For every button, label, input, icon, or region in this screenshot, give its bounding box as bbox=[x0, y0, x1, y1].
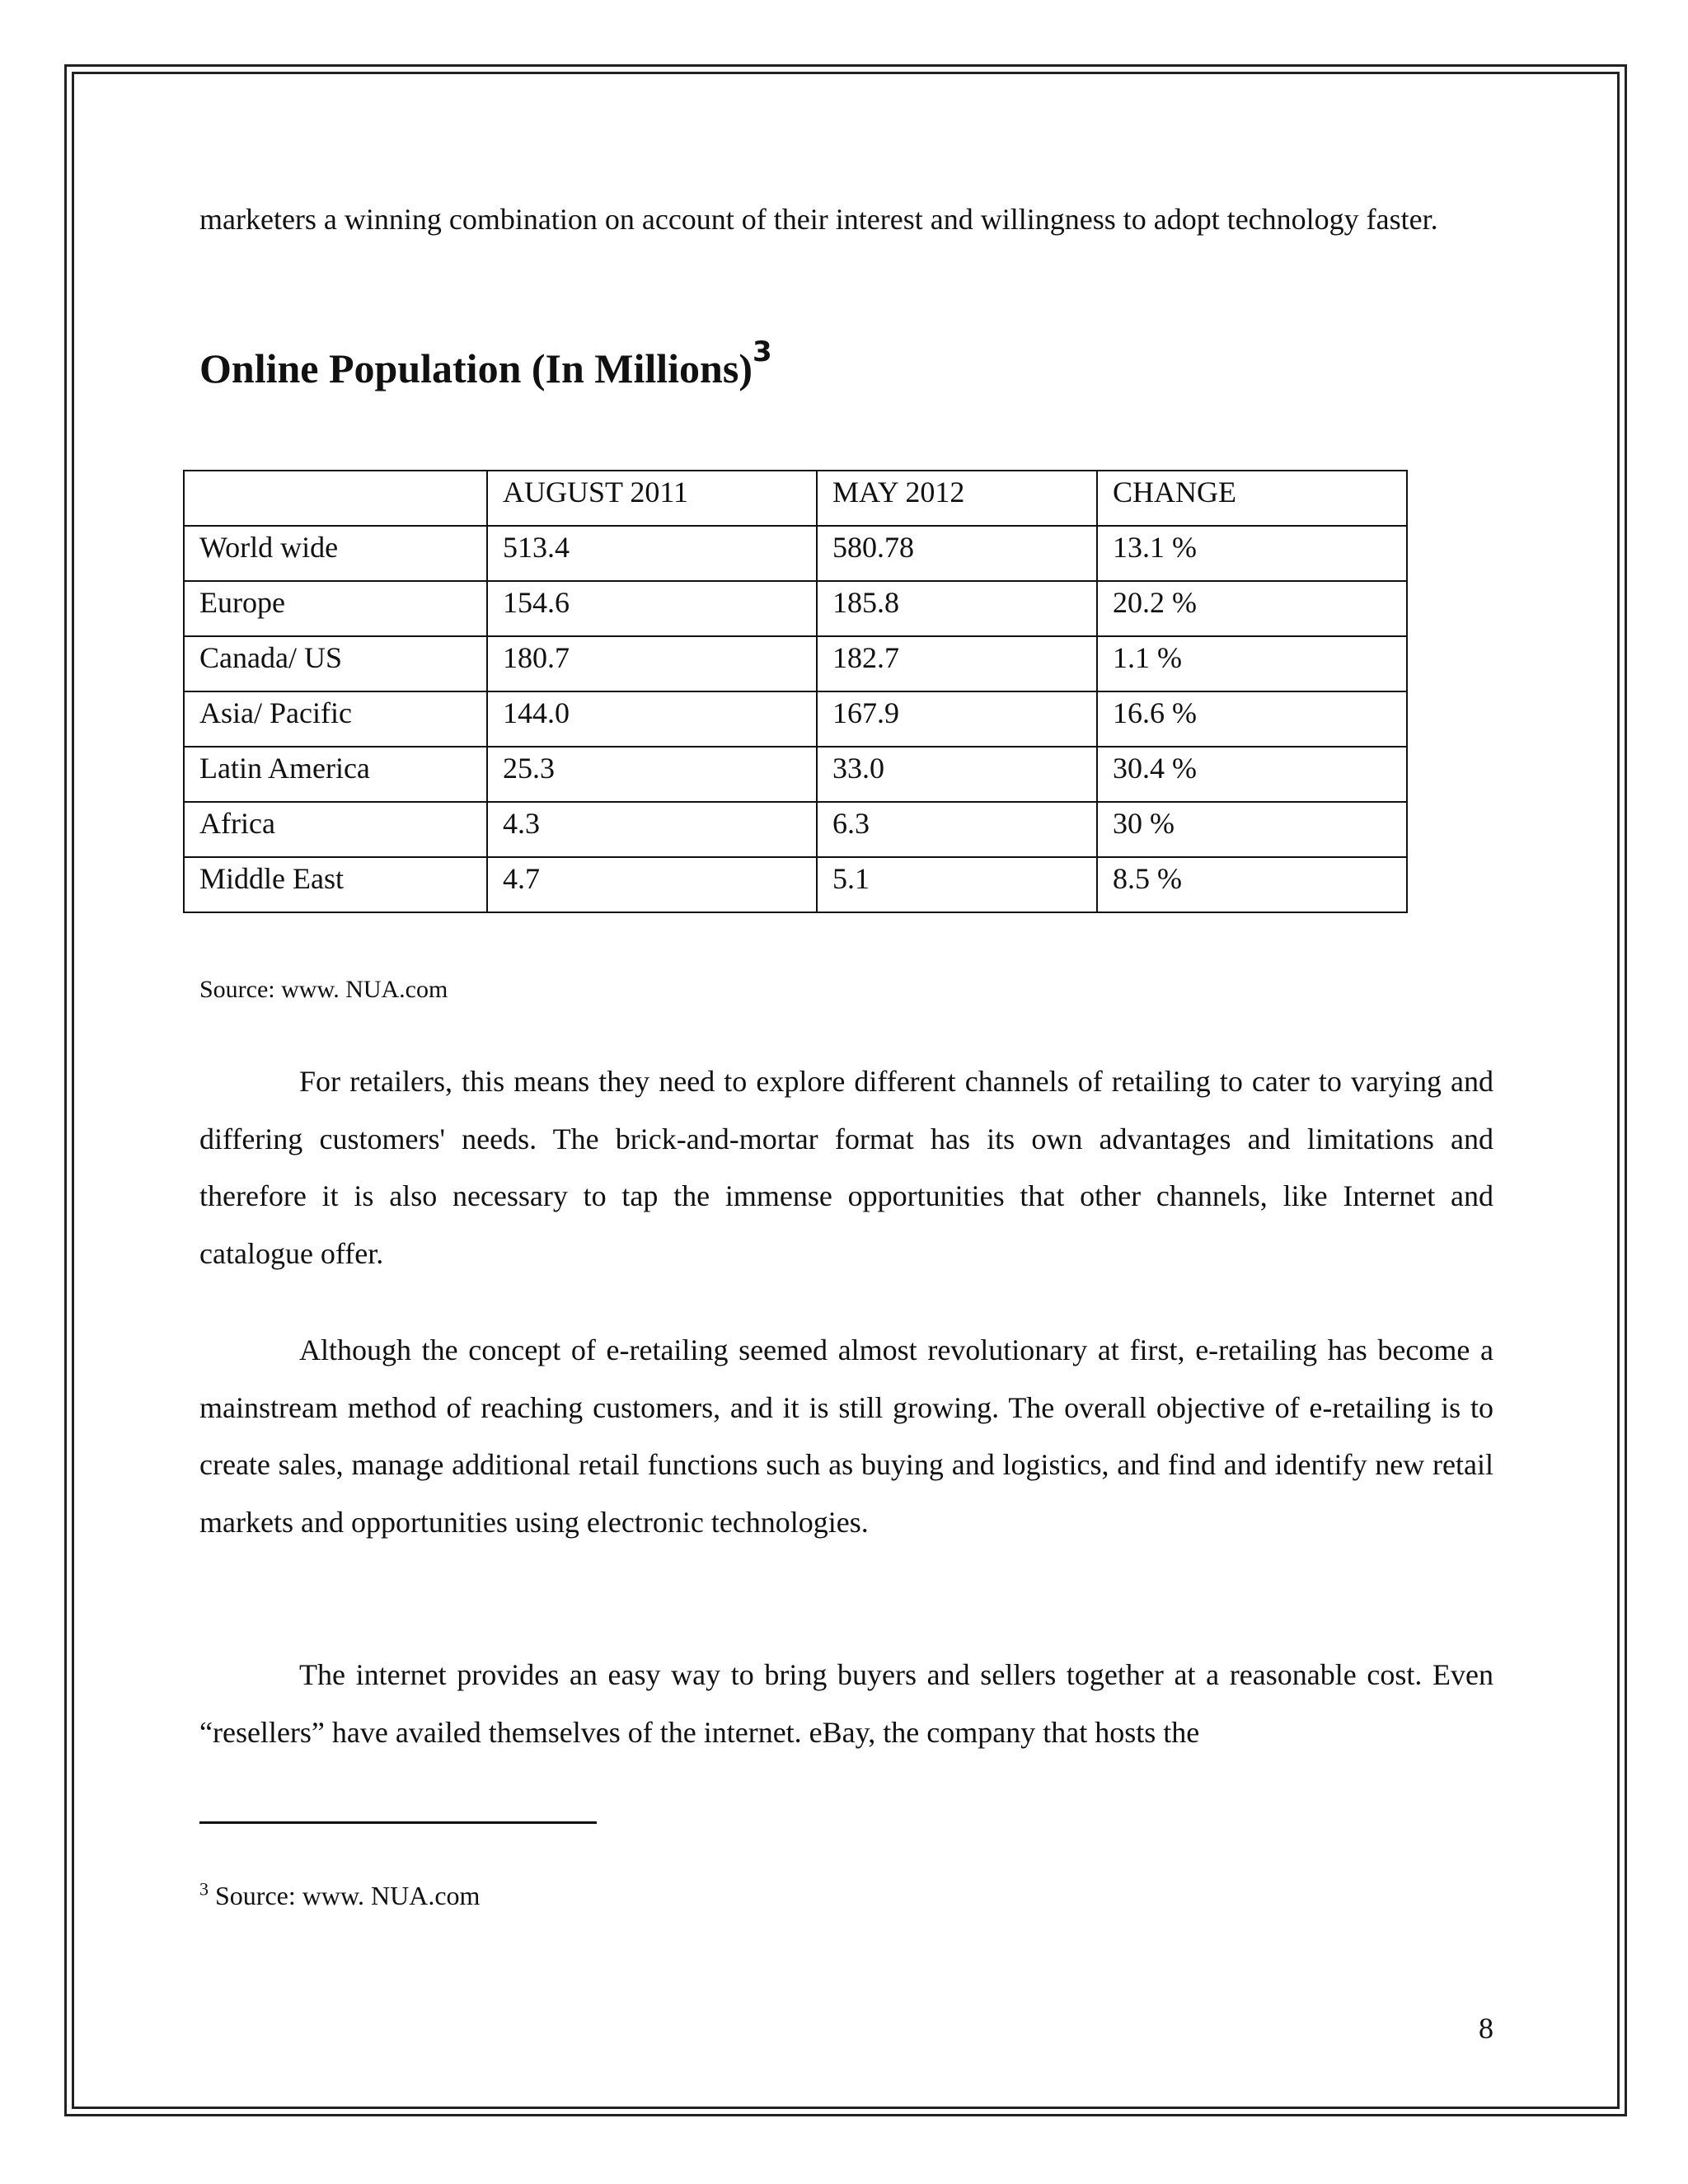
section-heading bbox=[199, 335, 772, 392]
table-cell: 20.2 % bbox=[1097, 581, 1407, 636]
paragraph-continuation: marketers a winning combination on account of their interest and willingness to adopt technology faster. bbox=[199, 203, 1438, 236]
table-row bbox=[184, 691, 1407, 747]
table-row bbox=[184, 857, 1407, 912]
footnote bbox=[199, 1878, 481, 1911]
table-row bbox=[184, 636, 1407, 691]
footnote-number: 3 bbox=[199, 1878, 209, 1900]
table-cell: Latin America bbox=[184, 747, 487, 802]
table-row bbox=[184, 802, 1407, 857]
table-cell: 25.3 bbox=[487, 747, 817, 802]
table-cell: 30 % bbox=[1097, 802, 1407, 857]
online-population-table bbox=[183, 470, 1408, 913]
table-cell: 6.3 bbox=[817, 802, 1097, 857]
table-row bbox=[184, 747, 1407, 802]
table-cell: 180.7 bbox=[487, 636, 817, 691]
paragraph-internet: The internet provides an easy way to bring buyers and sellers together at a reasonable cost. Even “resellers” have availed themselves of the internet. eBay, the company that hosts the bbox=[199, 1658, 1493, 1749]
paragraph-retail-channels: For retailers, this means they need to explore different channels of retailing to cater to varying and differing customers' needs. The brick-and-mortar format has its own advantages and limitations and therefore it is also necessary to tap the immense opportunities that other channels, like Internet and catalogue offer. bbox=[199, 1065, 1493, 1270]
table-cell: Middle East bbox=[184, 857, 487, 912]
table-row bbox=[184, 526, 1407, 581]
footnote-separator bbox=[199, 1821, 597, 1824]
table-header-cell bbox=[184, 471, 487, 526]
table-cell: 33.0 bbox=[817, 747, 1097, 802]
table-cell: 185.8 bbox=[817, 581, 1097, 636]
table-cell: 144.0 bbox=[487, 691, 817, 747]
table-cell: 4.3 bbox=[487, 802, 817, 857]
table-row bbox=[184, 581, 1407, 636]
table-cell: 4.7 bbox=[487, 857, 817, 912]
table-cell: 1.1 % bbox=[1097, 636, 1407, 691]
table-cell: Africa bbox=[184, 802, 487, 857]
table-cell: 16.6 % bbox=[1097, 691, 1407, 747]
table-cell: 167.9 bbox=[817, 691, 1097, 747]
table-cell: 13.1 % bbox=[1097, 526, 1407, 581]
heading-text: Online Population (In Millions) bbox=[199, 345, 753, 391]
table-cell: 182.7 bbox=[817, 636, 1097, 691]
table-header-cell: AUGUST 2011 bbox=[487, 471, 817, 526]
page-number: 8 bbox=[1479, 2012, 1493, 2045]
paragraph-e-retailing: Although the concept of e-retailing seemed almost revolutionary at first, e-retailing has become a mainstream method of reaching customers, and it is still growing. The overall objective of e-retailing is to create sales, manage additional retail functions such as buying and logistics, and find and identify new retail markets and opportunities using electronic technologies. bbox=[199, 1333, 1493, 1539]
table-cell: Asia/ Pacific bbox=[184, 691, 487, 747]
table-cell: 5.1 bbox=[817, 857, 1097, 912]
table-cell: Canada/ US bbox=[184, 636, 487, 691]
table-cell: World wide bbox=[184, 526, 487, 581]
table-header-cell: CHANGE bbox=[1097, 471, 1407, 526]
table-cell: 30.4 % bbox=[1097, 747, 1407, 802]
table-cell: Europe bbox=[184, 581, 487, 636]
table-cell: 154.6 bbox=[487, 581, 817, 636]
table-cell: 513.4 bbox=[487, 526, 817, 581]
table-header-cell: MAY 2012 bbox=[817, 471, 1097, 526]
table-header-row bbox=[184, 471, 1407, 526]
heading-footnote-ref[interactable]: 3 bbox=[752, 335, 772, 369]
table-cell: 8.5 % bbox=[1097, 857, 1407, 912]
table-cell: 580.78 bbox=[817, 526, 1097, 581]
table-source-note: Source: www. NUA.com bbox=[199, 976, 448, 1003]
footnote-text: Source: www. NUA.com bbox=[209, 1881, 481, 1910]
